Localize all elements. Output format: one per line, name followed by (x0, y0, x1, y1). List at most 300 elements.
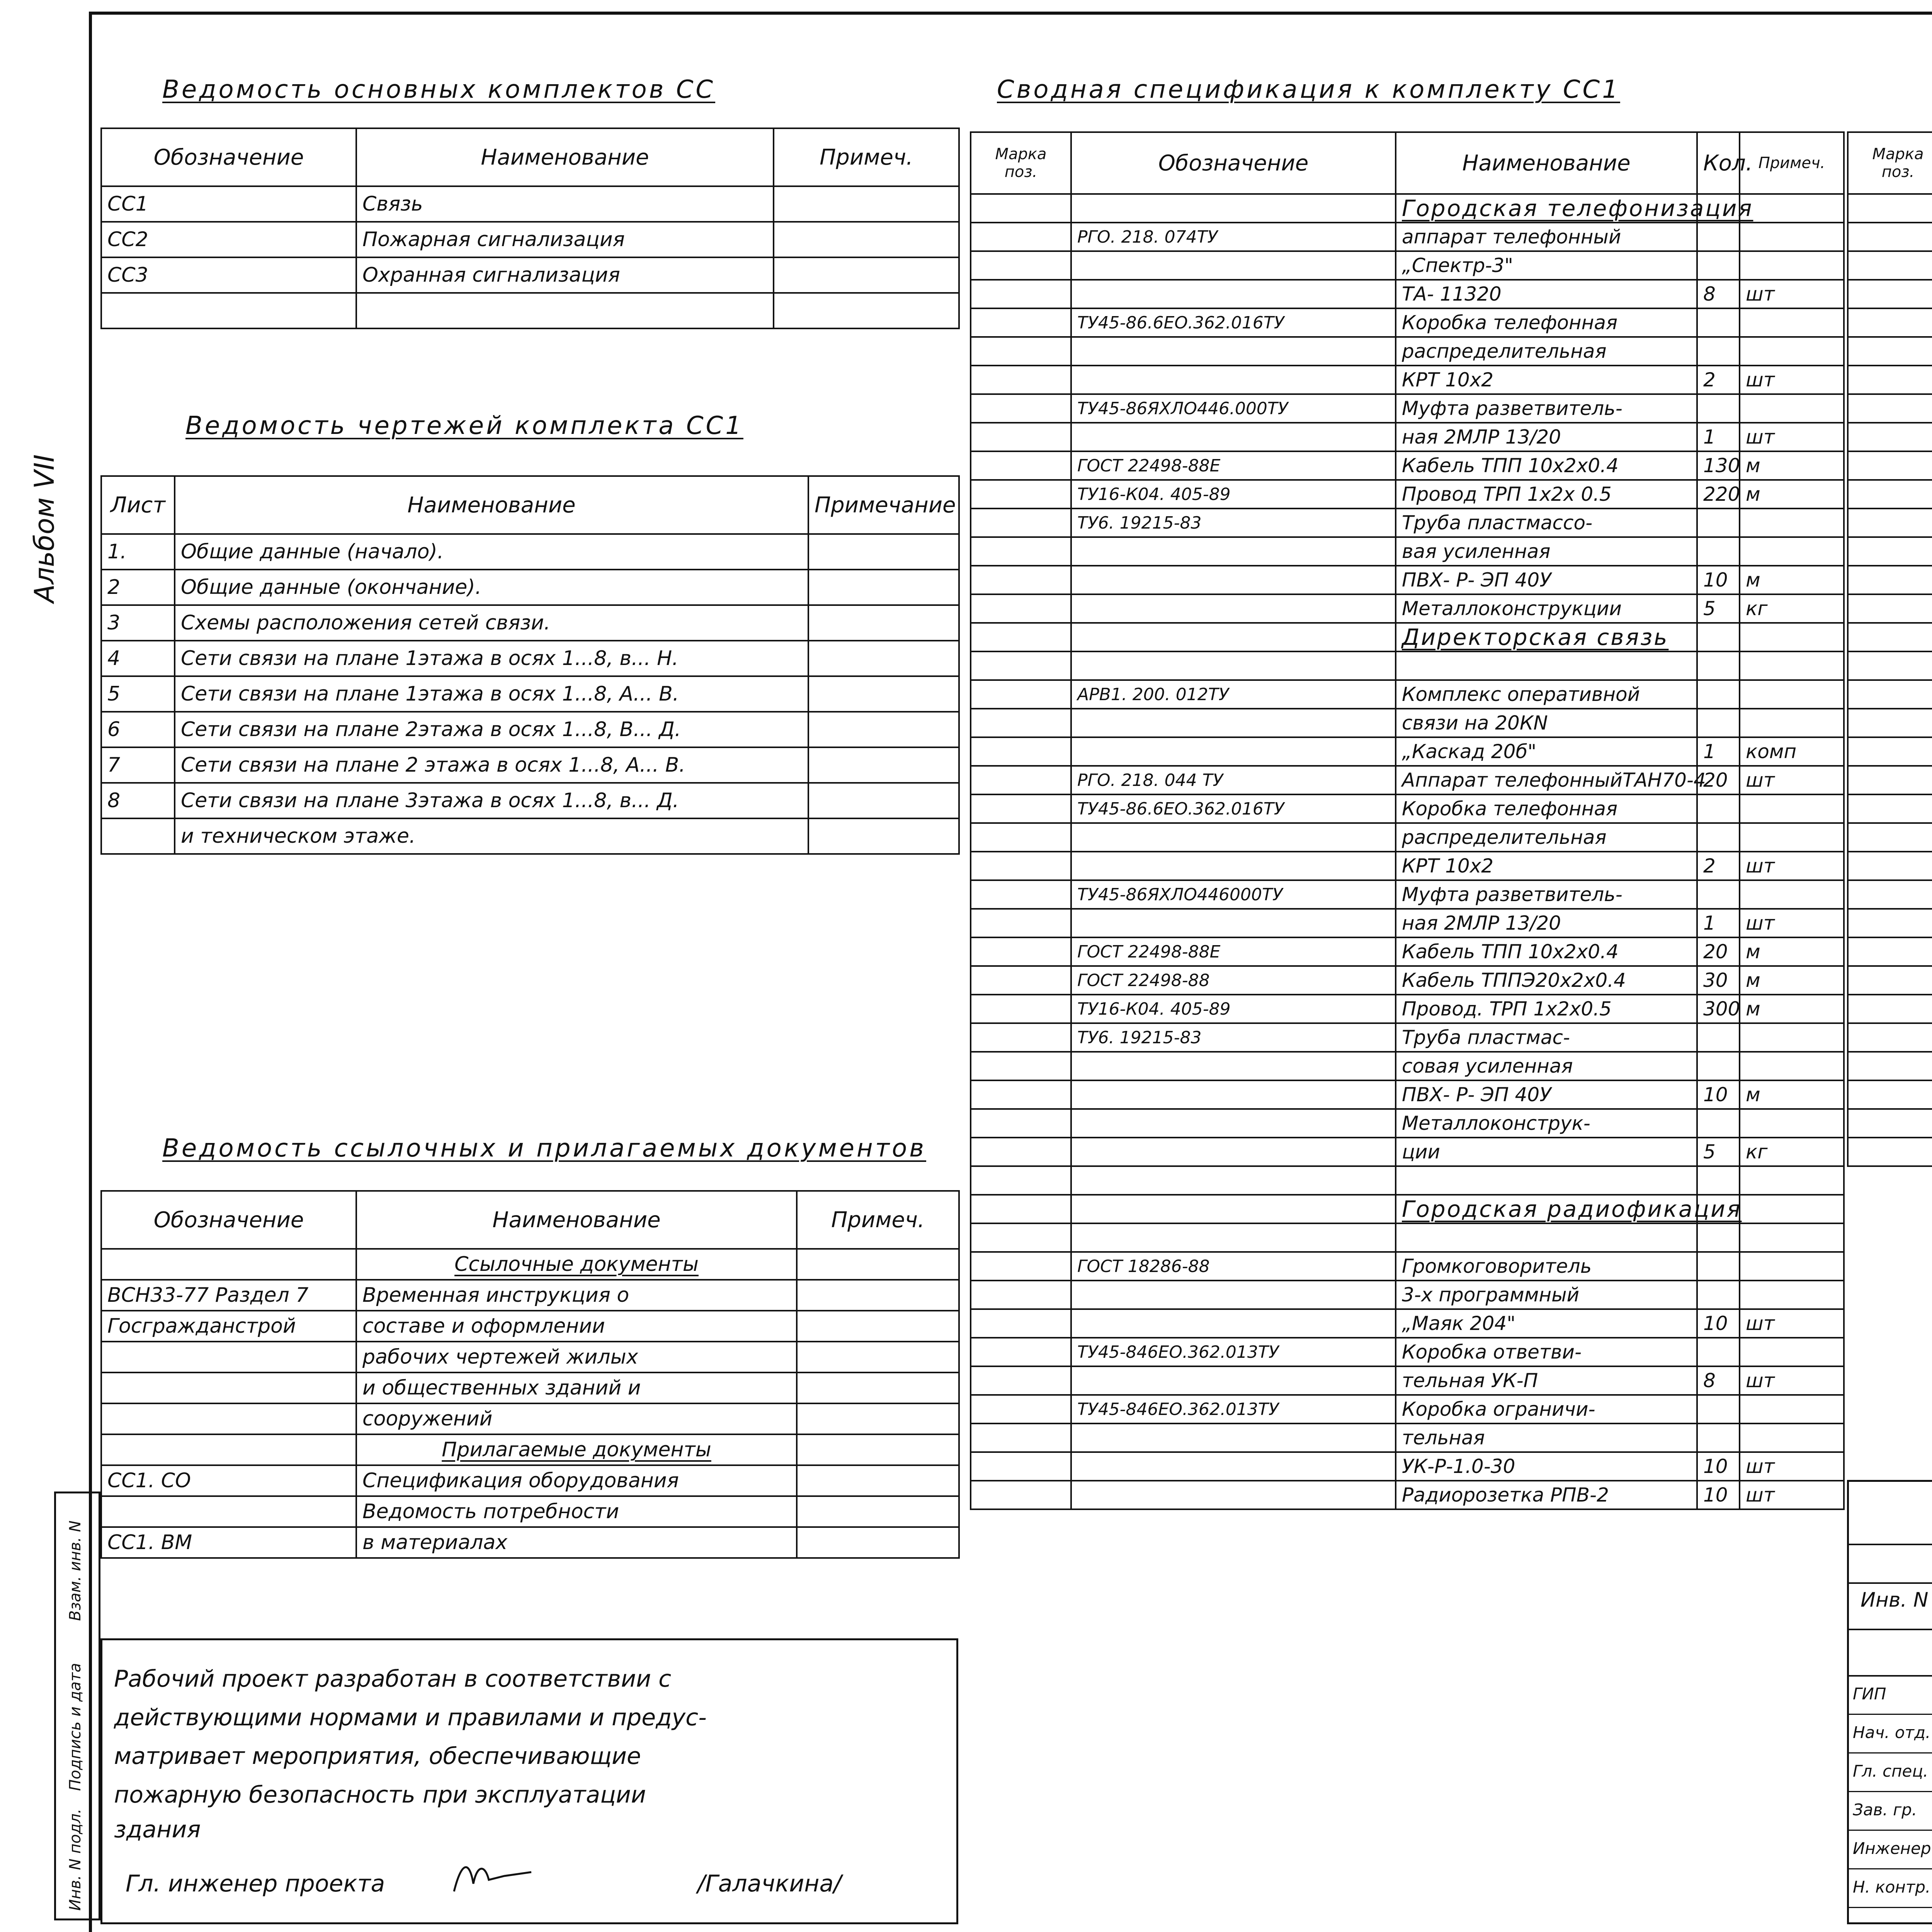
spec-cell (1697, 794, 1740, 823)
table-cell: составе и оформлении (356, 1311, 797, 1342)
spec-cell: тельная УК-П (1396, 1366, 1697, 1395)
table-cell (797, 1465, 959, 1496)
spec-cell: распределительная (1396, 823, 1697, 852)
spec-cell (1697, 1223, 1740, 1252)
spec-cell: м (1740, 480, 1844, 509)
tb-line-h2 (1849, 1582, 1932, 1584)
spec-cell (1740, 1423, 1844, 1452)
spec-row (971, 1309, 1844, 1338)
spec-row (1848, 966, 1932, 995)
spec-row (971, 1366, 1844, 1395)
spec-cell (1071, 366, 1396, 394)
spec-cell (971, 1023, 1071, 1052)
spec-cell (971, 337, 1071, 366)
table-cell: СС1. ВМ (101, 1527, 356, 1558)
spec-cell (971, 909, 1071, 937)
spec-cell: шт (1740, 366, 1844, 394)
table-cell: 1. (101, 534, 175, 570)
table-cell: ВСН33-77 Раздел 7 (101, 1280, 356, 1311)
spec-row (1848, 1023, 1932, 1052)
signatory-role: Н. контр. (1853, 1878, 1931, 1896)
spec-cell (1848, 995, 1932, 1023)
table-cell (101, 1372, 356, 1403)
table-row (101, 641, 959, 676)
spec-cell (1848, 537, 1932, 566)
spec-cell: Аппарат телефонныйТАН70-4 (1396, 766, 1697, 794)
spec-cell: вая усиленная (1396, 537, 1697, 566)
table-cell (774, 222, 959, 257)
spec-cell (1740, 623, 1844, 651)
spec-cell: Коробка телефонная (1396, 308, 1697, 337)
table-cell (808, 641, 959, 676)
spec-row (971, 709, 1844, 737)
spec-cell (971, 995, 1071, 1023)
table-cell: СС2 (101, 222, 356, 257)
spec-cell: 300 (1697, 995, 1740, 1023)
engineer-name: /Галачкина/ (697, 1870, 842, 1897)
spec-row (1848, 366, 1932, 394)
spec-row (1848, 394, 1932, 423)
table-cell (808, 818, 959, 854)
spec-cell: шт (1740, 280, 1844, 308)
spec-row (1848, 680, 1932, 709)
spec-cell (1848, 1052, 1932, 1080)
column-header: Примеч. (1740, 132, 1844, 194)
table-cell: Временная инструкция о (356, 1280, 797, 1311)
spec-cell (1697, 1023, 1740, 1052)
table-cell: и техническом этаже. (175, 818, 808, 854)
table-cell (797, 1403, 959, 1434)
spec-cell: шт (1740, 766, 1844, 794)
spec-cell: 10 (1697, 566, 1740, 594)
spec-cell (971, 651, 1071, 680)
column-header: Примеч. (774, 128, 959, 186)
spec-row (1848, 337, 1932, 366)
spec-cell (1697, 709, 1740, 737)
kits-table (100, 128, 960, 329)
spec-cell: кг (1740, 594, 1844, 623)
spec-cell (1697, 680, 1740, 709)
table-cell: и общественных зданий и (356, 1372, 797, 1403)
spec-cell (971, 1252, 1071, 1281)
spec-cell (1740, 308, 1844, 337)
signatory-row (1849, 1830, 1932, 1869)
spec-row (971, 223, 1844, 251)
spec-cell: Директорская связь (1396, 623, 1697, 651)
table-cell (101, 1434, 356, 1465)
column-header: Лист (101, 476, 175, 534)
spec-cell (1848, 651, 1932, 680)
table-row (101, 293, 959, 328)
kits-title: Ведомость основных комплектов СС (162, 75, 716, 104)
spec-cell: 5 (1697, 1138, 1740, 1166)
signatory-row (1849, 1675, 1932, 1715)
table-cell (797, 1342, 959, 1372)
spec-row (971, 1052, 1844, 1080)
spec-cell: совая усиленная (1396, 1052, 1697, 1080)
table-cell: Охранная сигнализация (356, 257, 774, 293)
spec-cell: „Каскад 20б" (1396, 737, 1697, 766)
spec-cell (1071, 1166, 1396, 1195)
spec-row (971, 1223, 1844, 1252)
header-row (101, 128, 959, 186)
spec-cell (971, 480, 1071, 509)
spec-cell: Провод ТРП 1х2х 0.5 (1396, 480, 1697, 509)
spec-row (971, 194, 1844, 223)
spec-cell: комп (1740, 737, 1844, 766)
spec-cell (1396, 651, 1697, 680)
spec-row (971, 1166, 1844, 1195)
spec-cell (971, 1338, 1071, 1366)
spec-row (1848, 194, 1932, 223)
table-row (101, 1249, 959, 1280)
spec-cell (1848, 852, 1932, 880)
spec-cell: шт (1740, 909, 1844, 937)
spec-row (1848, 737, 1932, 766)
spec-cell (1848, 623, 1932, 651)
spec-cell: 5 (1697, 594, 1740, 623)
spec-cell (1071, 1109, 1396, 1138)
spec-cell: шт (1740, 1452, 1844, 1481)
spec-cell (1848, 880, 1932, 909)
table-cell (101, 1403, 356, 1434)
spec-cell: шт (1740, 423, 1844, 451)
spec-cell: связи на 20КN (1396, 709, 1697, 737)
spec-cell (1848, 223, 1932, 251)
table-row (101, 1311, 959, 1342)
spec-cell (1071, 1223, 1396, 1252)
spec-row (971, 680, 1844, 709)
table-cell: 8 (101, 783, 175, 818)
spec-cell (1740, 394, 1844, 423)
spec-cell: ГОСТ 22498-88 (1071, 966, 1396, 995)
table-cell (808, 605, 959, 641)
spec-row (1848, 1052, 1932, 1080)
spec-cell: ГОСТ 22498-88Е (1071, 937, 1396, 966)
spec-cell (1697, 308, 1740, 337)
spec-cell (971, 1481, 1071, 1509)
spec-cell (1740, 1052, 1844, 1080)
spec-cell: ции (1396, 1138, 1697, 1166)
spec-cell (1848, 509, 1932, 537)
spec-cell (1071, 1366, 1396, 1395)
spec-cell: 30 (1697, 966, 1740, 995)
spec-row (1848, 623, 1932, 651)
table-cell: СС3 (101, 257, 356, 293)
side-stamp (54, 1492, 100, 1920)
spec-row (1848, 451, 1932, 480)
spec-row (971, 394, 1844, 423)
spec-cell (1740, 680, 1844, 709)
spec-cell: ТУ16-К04. 405-89 (1071, 995, 1396, 1023)
spec-cell: Городская радиофикация (1396, 1195, 1697, 1223)
spec-cell: м (1740, 1080, 1844, 1109)
spec-cell: 8 (1697, 280, 1740, 308)
spec-row (971, 308, 1844, 337)
spec-cell: УК-Р-1.0-30 (1396, 1452, 1697, 1481)
spec-row (971, 594, 1844, 623)
header-row (101, 476, 959, 534)
spec-cell: КРТ 10х2 (1396, 852, 1697, 880)
spec-row (971, 1452, 1844, 1481)
spec-cell (1740, 794, 1844, 823)
spec-cell: ТУ6. 19215-83 (1071, 1023, 1396, 1052)
spec-cell (1071, 251, 1396, 280)
spec-cell (1071, 1452, 1396, 1481)
table-cell: Пожарная сигнализация (356, 222, 774, 257)
spec-cell (1697, 337, 1740, 366)
spec-cell (971, 1395, 1071, 1423)
spec-cell (1697, 880, 1740, 909)
spec-cell (971, 223, 1071, 251)
spec-cell (971, 251, 1071, 280)
spec-cell: ная 2МЛР 13/20 (1396, 423, 1697, 451)
table-cell: 6 (101, 712, 175, 747)
spec-row (971, 766, 1844, 794)
table-row (101, 712, 959, 747)
table-cell: Спецификация оборудования (356, 1465, 797, 1496)
table-cell (808, 534, 959, 570)
spec-cell (1848, 423, 1932, 451)
spec-row (1848, 823, 1932, 852)
signatory-row (1849, 1868, 1932, 1908)
spec-cell (1848, 1138, 1932, 1166)
spec-cell (1740, 1195, 1844, 1223)
spec-table-left (970, 131, 1845, 1510)
spec-row (971, 1423, 1844, 1452)
table-cell: Прилагаемые документы (356, 1434, 797, 1465)
spec-cell (1071, 1423, 1396, 1452)
spec-cell (1740, 1338, 1844, 1366)
spec-row (1848, 308, 1932, 337)
table-cell: СС1 (101, 186, 356, 222)
spec-row (971, 623, 1844, 651)
header-row (101, 1191, 959, 1249)
spec-cell (971, 737, 1071, 766)
spec-cell: распределительная (1396, 337, 1697, 366)
spec-cell: ГОСТ 18286-88 (1071, 1252, 1396, 1281)
spec-row (971, 852, 1844, 880)
spec-row (1848, 651, 1932, 680)
table-cell: 4 (101, 641, 175, 676)
spec-cell (1071, 1481, 1396, 1509)
spec-cell: м (1740, 566, 1844, 594)
signatory-row (1849, 1752, 1932, 1792)
spec-cell: ТУ16-К04. 405-89 (1071, 480, 1396, 509)
table-cell: Сети связи на плане 2этажа в осях 1...8, В... Д. (175, 712, 808, 747)
table-cell (797, 1311, 959, 1342)
column-header: Примечание (808, 476, 959, 534)
table-cell: Общие данные (окончание). (175, 570, 808, 605)
title-block (1847, 1480, 1932, 1924)
spec-cell (971, 394, 1071, 423)
spec-cell (1740, 509, 1844, 537)
drawings-table (100, 475, 960, 855)
spec-cell (1848, 1109, 1932, 1138)
column-header: Наименование (356, 128, 774, 186)
spec-table-right (1847, 131, 1932, 1167)
spec-cell: Коробка ответви- (1396, 1338, 1697, 1366)
spec-cell: АРВ1. 200. 012ТУ (1071, 680, 1396, 709)
engineer-line: Гл. инженер проекта (126, 1870, 385, 1897)
spec-cell (971, 880, 1071, 909)
spec-cell (1697, 223, 1740, 251)
side-stamp-1: Инв. N подл. (66, 1808, 84, 1911)
spec-row (971, 1080, 1844, 1109)
column-header: Марка поз. (971, 132, 1071, 194)
spec-cell: 2 (1697, 852, 1740, 880)
table-cell (797, 1527, 959, 1558)
spec-cell (1848, 280, 1932, 308)
spec-row (971, 794, 1844, 823)
spec-cell (1071, 1281, 1396, 1309)
album-label: Альбом VII (29, 454, 60, 603)
spec-cell (971, 280, 1071, 308)
tb-line-h1 (1849, 1544, 1932, 1545)
table-cell (808, 676, 959, 712)
spec-row (971, 966, 1844, 995)
spec-cell (1848, 766, 1932, 794)
spec-cell (971, 366, 1071, 394)
spec-cell (971, 852, 1071, 880)
spec-cell (1071, 280, 1396, 308)
spec-row (971, 537, 1844, 566)
spec-cell (1697, 251, 1740, 280)
spec-cell (1697, 537, 1740, 566)
spec-row (971, 937, 1844, 966)
inv-label: Инв. N (1861, 1588, 1929, 1612)
spec-row (1848, 1080, 1932, 1109)
header-row (971, 132, 1844, 194)
engineer-signature (450, 1857, 535, 1899)
table-cell (101, 818, 175, 854)
spec-cell: Кабель ТПП 10х2х0.4 (1396, 451, 1697, 480)
table-cell (808, 570, 959, 605)
spec-cell (1848, 394, 1932, 423)
column-header: Примеч. (797, 1191, 959, 1249)
spec-cell (1697, 1395, 1740, 1423)
spec-row (1848, 223, 1932, 251)
table-cell (797, 1372, 959, 1403)
spec-cell (1848, 337, 1932, 366)
spec-row (1848, 537, 1932, 566)
spec-cell (1071, 537, 1396, 566)
signatory-role: Нач. отд. (1853, 1723, 1931, 1742)
spec-cell (1848, 966, 1932, 995)
spec-cell (1848, 737, 1932, 766)
column-header: Кол. (1697, 132, 1740, 194)
spec-cell: м (1740, 937, 1844, 966)
spec-cell (1740, 1166, 1844, 1195)
table-row (101, 1342, 959, 1372)
table-cell: Сети связи на плане 2 этажа в осях 1...8, А... В. (175, 747, 808, 783)
spec-cell: 10 (1697, 1080, 1740, 1109)
spec-row (1848, 566, 1932, 594)
spec-row (971, 423, 1844, 451)
table-cell (797, 1496, 959, 1527)
spec-cell (971, 823, 1071, 852)
spec-cell (1740, 1023, 1844, 1052)
spec-cell (1697, 1109, 1740, 1138)
column-header: Марка поз. (1848, 132, 1932, 194)
spec-cell (1071, 1309, 1396, 1338)
spec-cell: Кабель ТПП 10х2х0.4 (1396, 937, 1697, 966)
spec-cell (971, 1138, 1071, 1166)
table-cell: Ведомость потребности (356, 1496, 797, 1527)
column-header: Наименование (1396, 132, 1697, 194)
table-cell (774, 186, 959, 222)
spec-cell: Коробка ограничи- (1396, 1395, 1697, 1423)
table-row (101, 818, 959, 854)
spec-cell (1396, 1223, 1697, 1252)
spec-cell: м (1740, 966, 1844, 995)
table-cell (356, 293, 774, 328)
table-cell: 3 (101, 605, 175, 641)
note-line-2: действующими нормами и правилами и предус- (114, 1704, 707, 1731)
table-cell (101, 1496, 356, 1527)
spec-cell: ТУ45-86ЯХЛО446000ТУ (1071, 880, 1396, 909)
spec-cell (1740, 1223, 1844, 1252)
table-row (101, 605, 959, 641)
table-row (101, 783, 959, 818)
spec-cell (1848, 794, 1932, 823)
table-row (101, 1434, 959, 1465)
spec-cell: КРТ 10х2 (1396, 366, 1697, 394)
note-line-1: Рабочий проект разработан в соответствии с (114, 1665, 672, 1692)
spec-row (971, 337, 1844, 366)
spec-cell (1740, 651, 1844, 680)
table-row (101, 1465, 959, 1496)
spec-cell: м (1740, 451, 1844, 480)
spec-cell (1071, 1138, 1396, 1166)
spec-cell (1071, 594, 1396, 623)
spec-row (971, 366, 1844, 394)
spec-cell: ТУ45-846ЕО.362.013ТУ (1071, 1338, 1396, 1366)
spec-cell (1697, 623, 1740, 651)
spec-row (1848, 594, 1932, 623)
spec-row (971, 280, 1844, 308)
spec-row (1848, 280, 1932, 308)
column-header: Обозначение (101, 128, 356, 186)
side-stamp-2: Подпись и дата (66, 1663, 84, 1791)
spec-cell (971, 709, 1071, 737)
spec-cell: ГОСТ 22498-88Е (1071, 451, 1396, 480)
spec-cell: 10 (1697, 1452, 1740, 1481)
table-cell (808, 747, 959, 783)
spec-cell: Коробка телефонная (1396, 794, 1697, 823)
spec-row (971, 480, 1844, 509)
spec-row (971, 1195, 1844, 1223)
table-cell (101, 1342, 356, 1372)
refdocs-title: Ведомость ссылочных и прилагаемых документов (162, 1134, 926, 1163)
spec-row (1848, 880, 1932, 909)
spec-cell: 8 (1697, 1366, 1740, 1395)
spec-cell (1071, 852, 1396, 880)
spec-cell (1071, 566, 1396, 594)
spec-cell: Громкоговоритель (1396, 1252, 1697, 1281)
signatory-row (1849, 1714, 1932, 1753)
spec-cell (971, 1109, 1071, 1138)
column-header: Обозначение (1071, 132, 1396, 194)
signatory-row (1849, 1791, 1932, 1831)
spec-cell: 20 (1697, 937, 1740, 966)
spec-cell: шт (1740, 1366, 1844, 1395)
drawings-title: Ведомость чертежей комплекта СС1 (185, 412, 743, 440)
spec-row (971, 1252, 1844, 1281)
spec-row (1848, 423, 1932, 451)
spec-cell (971, 566, 1071, 594)
table-cell: Ссылочные документы (356, 1249, 797, 1280)
